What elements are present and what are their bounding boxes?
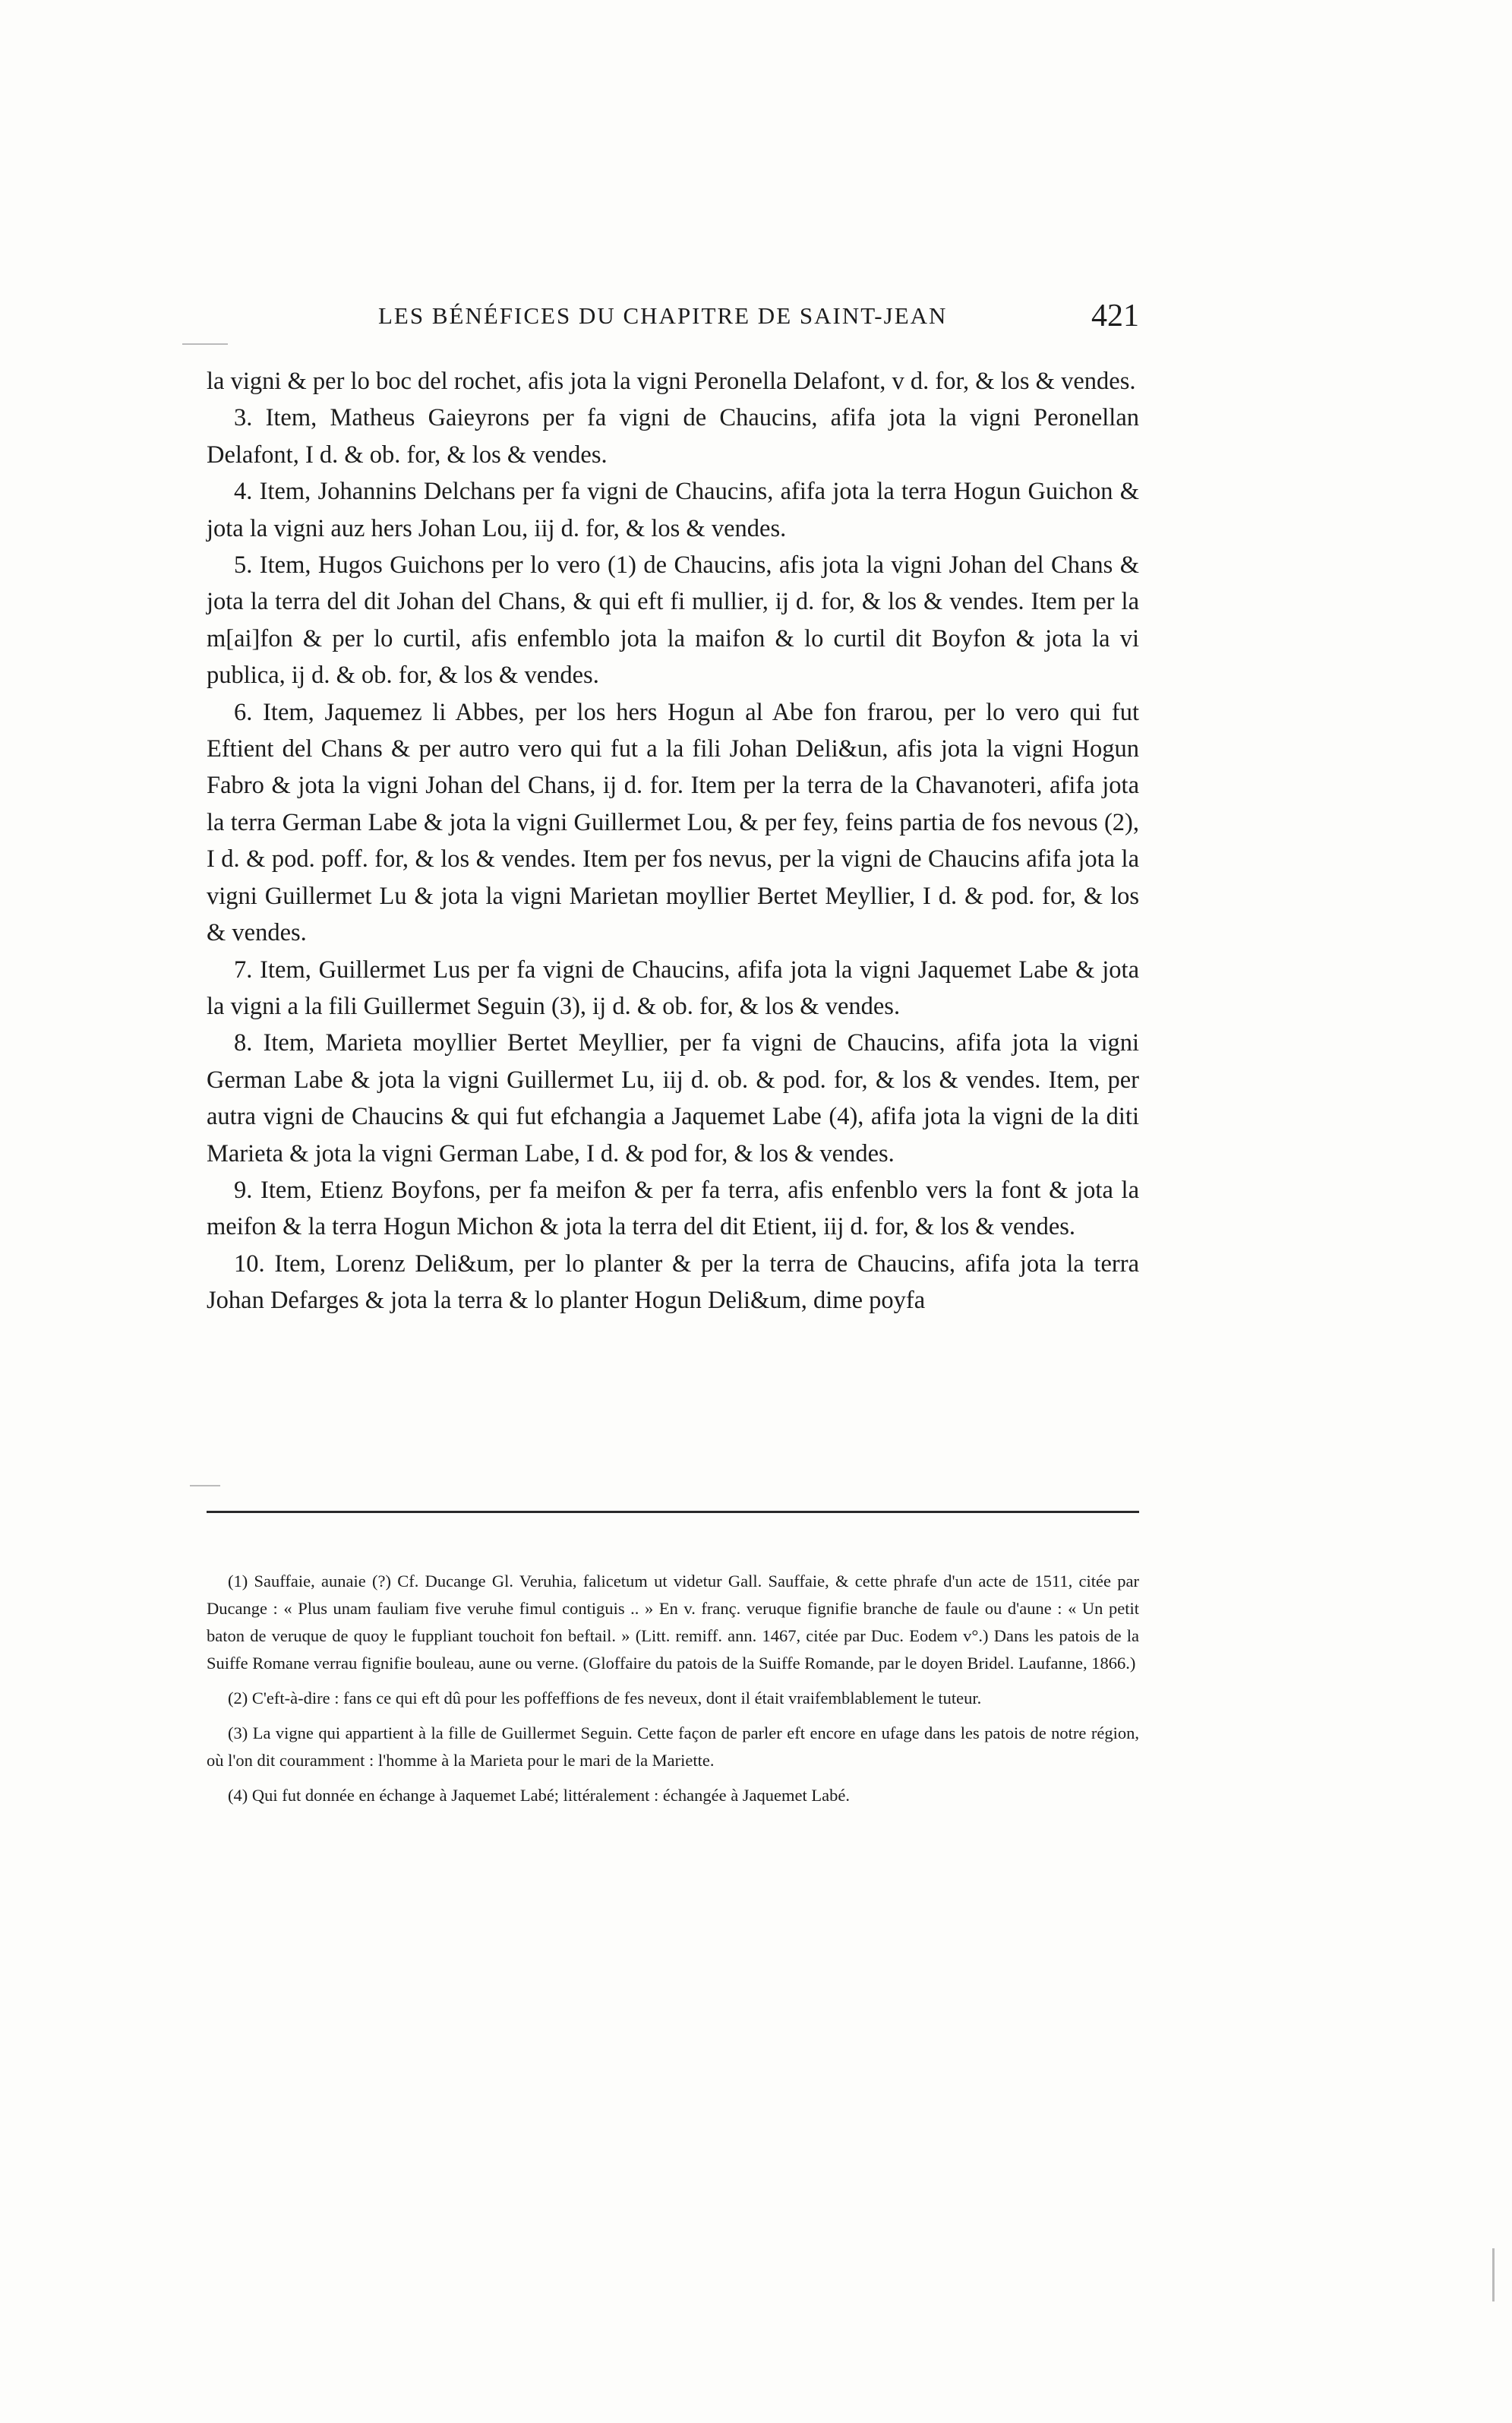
footnote-divider: [207, 1511, 1139, 1513]
footnote-1: (1) Sauffaie, aunaie (?) Cf. Ducange Gl. Veruhia, falicetum ut videtur Gall. Sauffaie, & cette phrafe d'un acte de 1511, citée par Ducange : « Plus unam fauliam five veruhe fimul contiguis .. » En v. franç. veruque fignifie branche de faule ou d'aune : « Un petit baton de veruque de quoy le fuppliant touchoit fon beftail. » (Litt. remiff. ann. 1467, citée par Duc. Eodem v°.) Dans les patois de la Suiffe Romane verrau fignifie bouleau, aune ou verne. (Gloffaire du patois de la Suiffe Romande, par le doyen Bridel. Laufanne, 1866.): [207, 1572, 1139, 1673]
paragraph-item-9: 9. Item, Etienz Boyfons, per fa meifon & per fa terra, afis enfenblo vers la font & jota la meifon & la terra Hogun Michon & jota la terra del dit Etient, iij d. for, & los & vendes.: [207, 1176, 1139, 1241]
page-number: 421: [1091, 299, 1139, 333]
scan-mark: [182, 343, 228, 345]
paragraph-item-5: 5. Item, Hugos Guichons per lo vero (1) de Chaucins, afis jota la vigni Johan del Chans & jota la terra del dit Johan del Chans, & qui eft fi mullier, ij d. for, & los & vendes. Item per la m[ai]fon & per lo curtil, afis enfemblo jota la maifon & lo curtil dit Boyfon & jota la vi publica, ij d. & ob. for, & los & vendes.: [207, 551, 1139, 690]
paragraph-item-4: 4. Item, Johannins Delchans per fa vigni de Chaucins, afifa jota la terra Hogun Guichon & jota la vigni auz hers Johan Lou, iij d. for, & los & vendes.: [207, 478, 1139, 542]
paragraph-item-7: 7. Item, Guillermet Lus per fa vigni de Chaucins, afifa jota la vigni Jaquemet Labe & jota la vigni a la fili Guillermet Seguin (3), ij d. & ob. for, & los & vendes.: [207, 956, 1139, 1020]
paragraph-item-10: 10. Item, Lorenz Deli&um, per lo planter & per la terra de Chaucins, afifa jota la terra Johan Defarges & jota la terra & lo planter Hogun Deli&um, dime poyfa: [207, 1249, 1139, 1315]
scan-mark: [190, 1485, 220, 1486]
footnote-3: (3) La vigne qui appartient à la fille de Guillermet Seguin. Cette façon de parler eft encore en ufage dans les patois de notre région, où l'on dit couramment : l'homme à la Marieta pour le mari de la Mariette.: [207, 1723, 1139, 1770]
page-header: [207, 299, 1139, 342]
footnote-4: (4) Qui fut donnée en échange à Jaquemet Labé; littéralement : échangée à Jaquemet Labé.: [228, 1786, 850, 1805]
paragraph-item-6: 6. Item, Jaquemez li Abbes, per los hers Hogun al Abe fon frarou, per lo vero qui fut Eftient del Chans & per autro vero qui fut a la fili Johan Deli&un, afis jota la vigni Hogun Fabro & jota la vigni Johan del Chans, ij d. for. Item per la terra de la Chavanoteri, afifa jota la terra German Labe & jota la vigni Guillermet Lou, & per fey, feins partia de fos nevous (2), I d. & pod. poff. for, & los & vendes. Item per fos nevus, per la vigni de Chaucins afifa jota la vigni Guillermet Lu & jota la vigni Marietan moyllier Bertet Meyllier, I d. & pod. for, & los & vendes.: [207, 698, 1139, 947]
running-title: LES BÉNÉFICES DU CHAPITRE DE SAINT-JEAN: [378, 302, 948, 329]
paragraph: la vigni & per lo boc del rochet, afis jota la vigni Peronella Delafont, v d. for, & los & vendes.: [207, 368, 1136, 395]
body-text: [207, 363, 1139, 1319]
scan-mark: [1492, 2248, 1495, 2301]
footnotes: [207, 1568, 1139, 1817]
footnote-2: (2) C'eft-à-dire : fans ce qui eft dû pour les poffeffions de fes neveux, dont il était vraifemblablement le tuteur.: [228, 1689, 982, 1707]
paragraph-item-3: 3. Item, Matheus Gaieyrons per fa vigni de Chaucins, afifa jota la vigni Peronellan Delafont, I d. & ob. for, & los & vendes.: [207, 404, 1139, 469]
paragraph-item-8: 8. Item, Marieta moyllier Bertet Meyllier, per fa vigni de Chaucins, afifa jota la vigni German Labe & jota la vigni Guillermet Lu, iij d. ob. & pod. for, & los & vendes. Item, per autra vigni de Chaucins & qui fut efchangia a Jaquemet Labe (4), afifa jota la vigni de la diti Marieta & jota la vigni German Labe, I d. & pod for, & los & vendes.: [207, 1029, 1139, 1167]
